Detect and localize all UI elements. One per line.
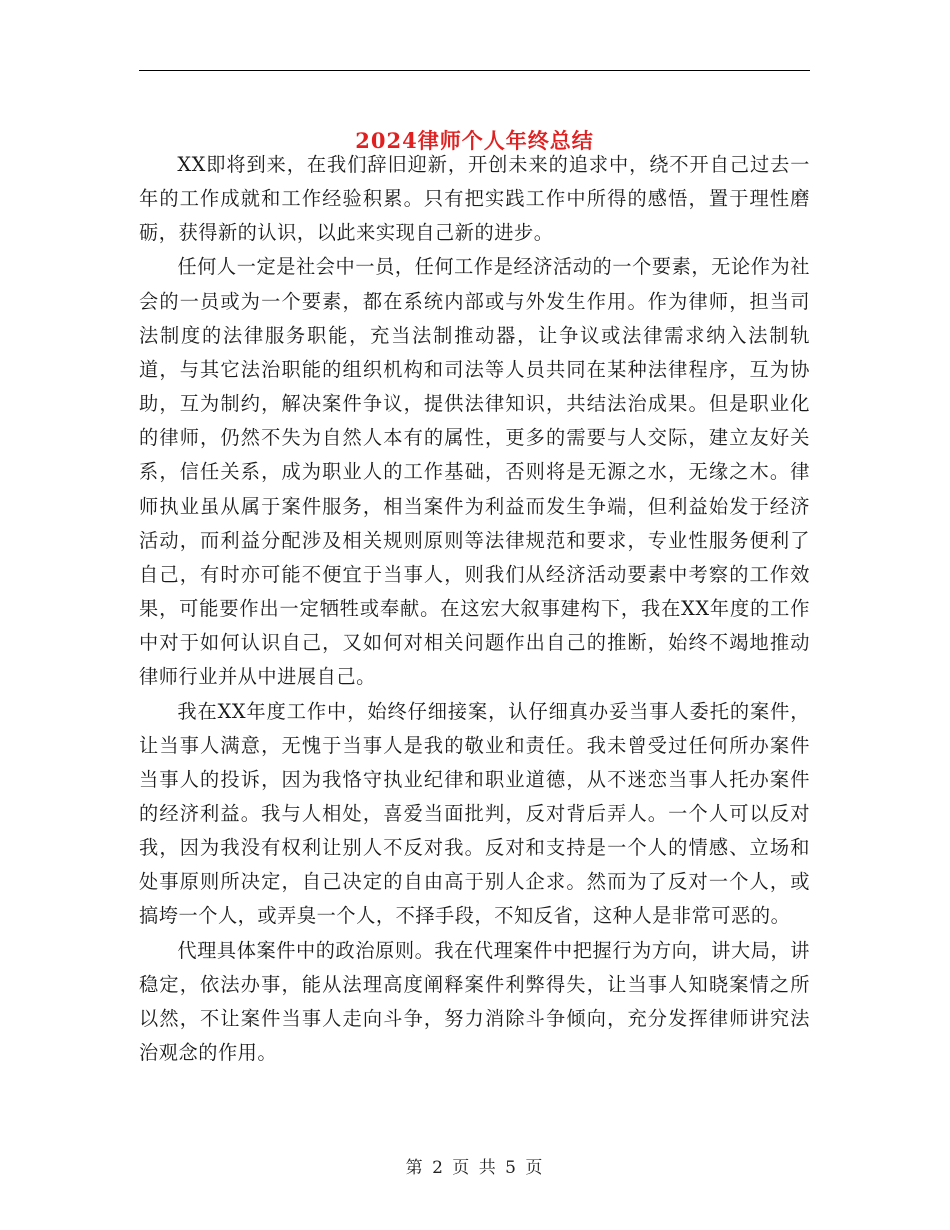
page-number-footer: 第 2 页 共 5 页 xyxy=(405,1158,545,1178)
paragraph-2: 任何人一定是社会中一员，任何工作是经济活动的一个要素，无论作为社会的一员或为一个要素，都在系统内部或与外发生作用。作为律师，担当司法制度的法律服务职能，充当法制推动器，让争议或法律需求纳入法制轨道，与其它法治职能的组织机构和司法等人员共同在某种法律程序，互为协助，互为制约，解决案件争议，提供法律知识，共结法治成果。但是职业化的律师，仍然不失为自然人本有的属性，更多的需要与人交际，建立友好关系，信任关系，成为职业人的工作基础，否则将是无源之水，无缘之木。律师执业虽从属于案件服务，相当案件为利益而发生争端，但利益始发于经济活动，而利益分配涉及相关规则原则等法律规范和要求，专业性服务便利了自己，有时亦可能不便宜于当事人，则我们从经济活动要素中考察的工作效果，可能要作出一定牺牲或奉献。在这宏大叙事建构下，我在XX年度的工作中对于如何认识自己，又如何对相关问题作出自己的推断，始终不竭地推动律师行业并从中进展自己。 xyxy=(139,255,810,689)
document-title: 2024律师个人年终总结 xyxy=(355,128,594,154)
paragraph-3: 我在XX年度工作中，始终仔细接案，认仔细真办妥当事人委托的案件，让当事人满意，无愧于当事人是我的敬业和责任。我未曾受过任何所办案件当事人的投诉，因为我恪守执业纪律和职业道德，从不迷恋当事人托办案件的经济利益。我与人相处，喜爱当面批判，反对背后弄人。一个人可以反对我，因为我没有权利让别人不反对我。反对和支持是一个人的情感、立场和处事原则所决定，自己决定的自由高于别人企求。然而为了反对一个人，或搞垮一个人，或弄臭一个人，不择手段，不知反省，这种人是非常可恶的。 xyxy=(139,699,810,928)
document-body xyxy=(139,148,810,1070)
header-rule xyxy=(139,70,810,71)
paragraph-4: 代理具体案件中的政治原则。我在代理案件中把握行为方向，讲大局，讲稳定，依法办事，能从法理高度阐释案件利弊得失，让当事人知晓案情之所以然，不让案件当事人走向斗争，努力消除斗争倾向，充分发挥律师讲究法治观念的作用。 xyxy=(139,938,810,1065)
paragraph-1: XX即将到来，在我们辞旧迎新，开创未来的追求中，绕不开自己过去一年的工作成就和工作经验积累。只有把实践工作中所得的感悟，置于理性磨砺，获得新的认识，以此来实现自己新的进步。 xyxy=(139,153,810,245)
